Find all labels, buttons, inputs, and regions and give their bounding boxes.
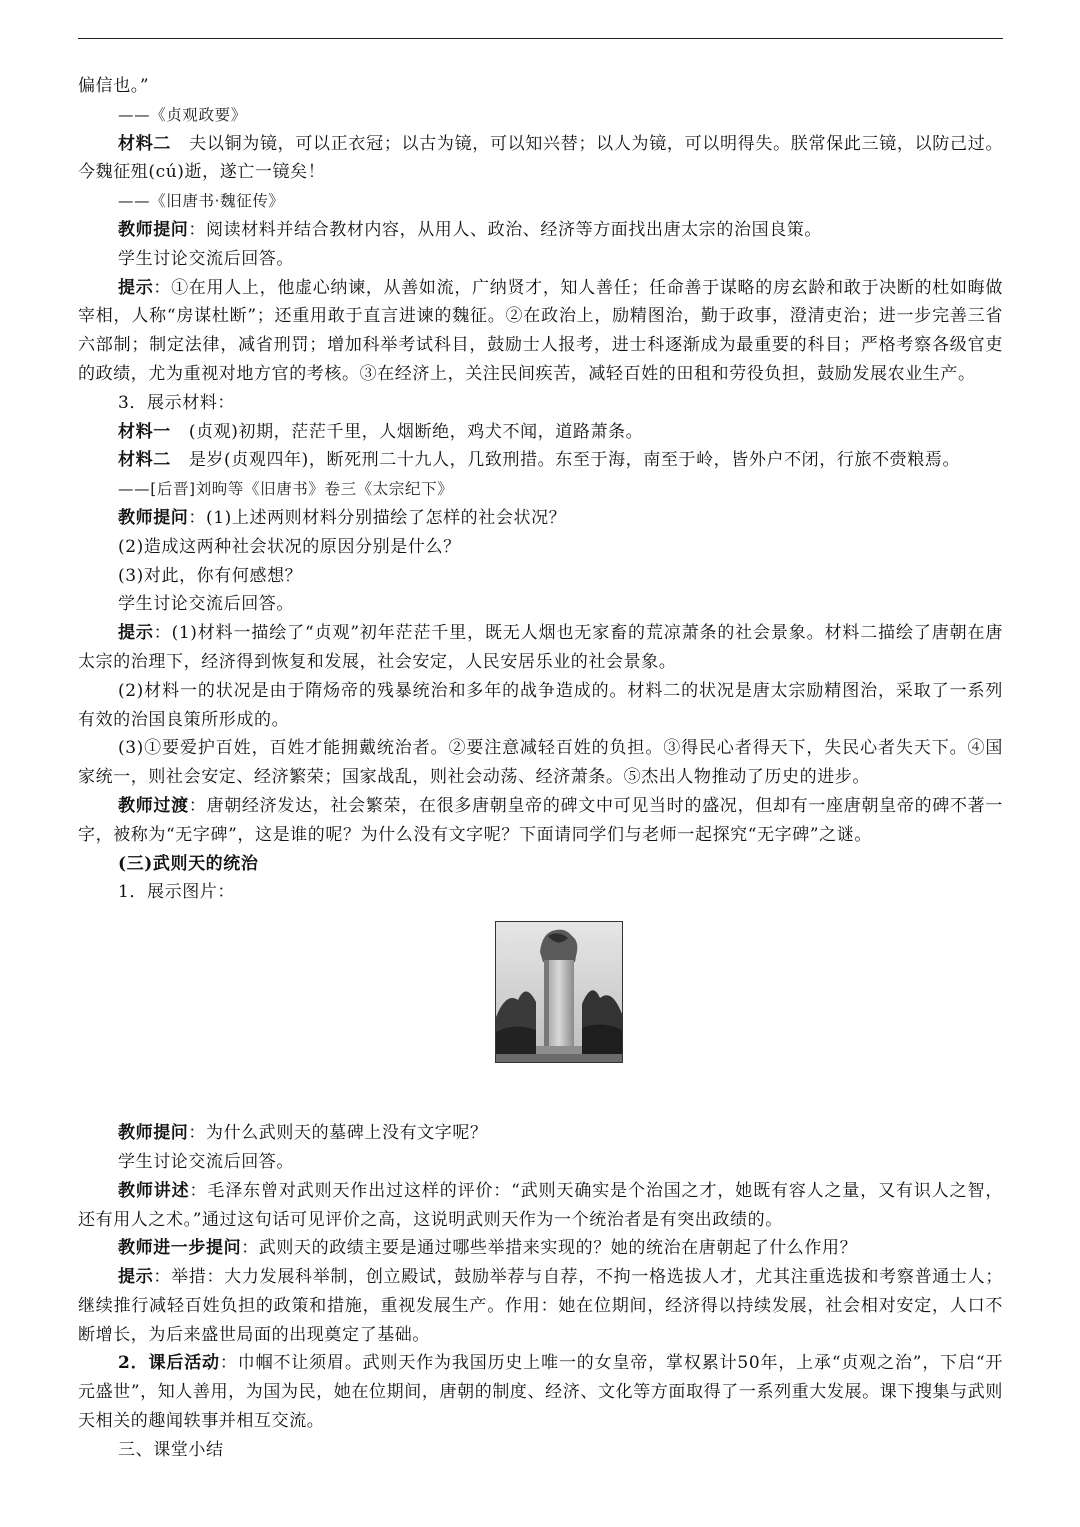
teacher-transition (78, 792, 1003, 850)
label: 提示 (118, 623, 154, 644)
teacher-narration (78, 1177, 1003, 1235)
text-line: 偏信也。” (78, 76, 150, 96)
paragraph-text: (贞观)初期，茫茫千里，人烟断绝，鸡犬不闻，道路萧条。 (188, 421, 644, 442)
label: 提示 (118, 277, 154, 298)
activity-paragraph (78, 1349, 1003, 1435)
text-line: 学生讨论交流后回答。 (118, 594, 294, 615)
source-citation: ——《贞观政要》 (118, 105, 247, 124)
document-body (78, 72, 1003, 1465)
material-paragraph (78, 130, 1003, 188)
label: 提示 (118, 1267, 154, 1288)
paragraph-text: ：举措：大力发展科举制，创立殿试，鼓励举荐与自荐，不拘一格选拔人才，尤其注重选拔和考察普通士人；继续推行减轻百姓负担的政策和措施，重视发展生产。作用：她在位期间，经济得以持续发展，社会相对安定，人口不断增长，为后来盛世局面的出现奠定了基础。 (78, 1267, 1003, 1345)
text-line: (2)造成这两种社会状况的原因分别是什么？ (118, 536, 461, 557)
paragraph-text: ：唐朝经济发达，社会繁荣，在很多唐朝皇帝的碑文中可见当时的盛况，但却有一座唐朝皇帝的碑不著一字，被称为“无字碑”，这是谁的呢？为什么没有文字呢？下面请同学们与老师一起探究“无字碑”之谜。 (78, 795, 1003, 845)
label: 材料二 (118, 450, 171, 471)
label: 教师过渡 (118, 795, 189, 816)
teacher-question (78, 1119, 1003, 1148)
section-heading: 3．展示材料： (118, 392, 236, 413)
text-line: 学生讨论交流后回答。 (118, 1151, 294, 1172)
hint-paragraph (78, 274, 1003, 389)
section-heading: (三)武则天的统治 (118, 853, 259, 874)
hint-paragraph (78, 1263, 1003, 1349)
material-paragraph (78, 418, 1003, 447)
hint-paragraph (78, 619, 1003, 677)
label: 材料一 (118, 421, 171, 442)
text-paragraph: (2)材料一的状况是由于隋炀帝的残暴统治和多年的战争造成的。材料二的状况是唐太宗励精图治，采取了一系列有效的治国良策所形成的。 (78, 680, 1003, 730)
section-heading: 1．展示图片： (118, 882, 236, 903)
paragraph-text: ：(1)材料一描绘了“贞观”初年茫茫千里，既无人烟也无家畜的荒凉萧条的社会景象。材料二描绘了唐朝在唐太宗的治理下，经济得到恢复和发展，社会安定，人民安居乐业的社会景象。 (78, 623, 1003, 672)
paragraph-text: 是岁(贞观四年)，断死刑二十九人，几致刑措。东至于海，南至于岭，皆外户不闭，行旅不赍粮焉。 (188, 450, 961, 471)
paragraph-text: ：为什么武则天的墓碑上没有文字呢？ (188, 1123, 488, 1144)
source-citation: ——《旧唐书·魏征传》 (118, 192, 285, 211)
paragraph-text: ：巾帼不让须眉。武则天作为我国历史上唯一的女皇帝，掌权累计50年，上承“贞观之治”，下启“开元盛世”，知人善用，为国为民，她在位期间，唐朝的制度、经济、文化等方面取得了一系列重大发展。课下搜集与武则天相关的趣闻轶事并相互交流。 (78, 1353, 1003, 1432)
label: 教师讲述 (118, 1180, 190, 1201)
paragraph-text: 夫以铜为镜，可以正衣冠；以古为镜，可以知兴替；以人为镜，可以明得失。朕常保此三镜，以防己过。今魏征殂(cú)逝，遂亡一镜矣！ (78, 133, 1003, 183)
text-line: 学生讨论交流后回答。 (118, 248, 294, 269)
figure-area (78, 907, 1003, 1119)
paragraph-text: ：阅读材料并结合教材内容，从用人、政治、经济等方面找出唐太宗的治国良策。 (188, 219, 823, 240)
paragraph-text: ：①在用人上，他虚心纳谏，从善如流，广纳贤才，知人善任；任命善于谋略的房玄龄和敢于决断的杜如晦做宰相，人称“房谋杜断”；还重用敢于直言进谏的魏征。②在政治上，励精图治，勤于政事，澄清吏治；进一步完善三省六部制；制定法律，减省刑罚；增加科举考试科目，鼓励士人报考，进士科逐渐成为最重要的科目；严格考察各级官吏的政绩，尤为重视对地方官的考核。③在经济上，关注民间疾苦，减轻百姓的田租和劳役负担，鼓励发展农业生产。 (78, 277, 1003, 384)
top-rule (78, 38, 1003, 39)
teacher-question (78, 504, 1003, 533)
label: 2．课后活动 (118, 1353, 220, 1374)
label: 教师进一步提问 (118, 1238, 242, 1259)
teacher-question (78, 216, 1003, 245)
paragraph-text: ：武则天的政绩主要是通过哪些举措来实现的？她的统治在唐朝起了什么作用？ (241, 1238, 858, 1259)
paragraph-text: ：毛泽东曾对武则天作出过这样的评价：“武则天确实是个治国之才，她既有容人之量，又有识人之智，还有用人之术。”通过这句话可见评价之高，这说明武则天作为一个统治者是有突出政绩的。 (78, 1180, 1003, 1230)
label: 教师提问 (118, 219, 189, 240)
label: 教师提问 (118, 1123, 189, 1144)
label: 材料二 (118, 133, 172, 154)
text-line: (3)对此，你有何感想？ (118, 565, 303, 586)
teacher-question (78, 1234, 1003, 1263)
label: 教师提问 (118, 507, 189, 528)
wordless-stele-photo (495, 921, 623, 1063)
material-paragraph (78, 446, 1003, 475)
paragraph-text: ：(1)上述两则材料分别描绘了怎样的社会状况？ (188, 507, 567, 528)
text-paragraph: (3)①要爱护百姓，百姓才能拥戴统治者。②要注意减轻百姓的负担。③得民心者得天下，失民心者失天下。④国家统一，则社会安定、经济繁荣；国家战乱，则社会动荡、经济萧条。⑤杰出人物推动了历史的进步。 (78, 738, 1003, 788)
source-citation: ——[后晋]刘昫等《旧唐书》卷三《太宗纪下》 (118, 480, 454, 499)
section-heading: 三、课堂小结 (118, 1439, 224, 1460)
